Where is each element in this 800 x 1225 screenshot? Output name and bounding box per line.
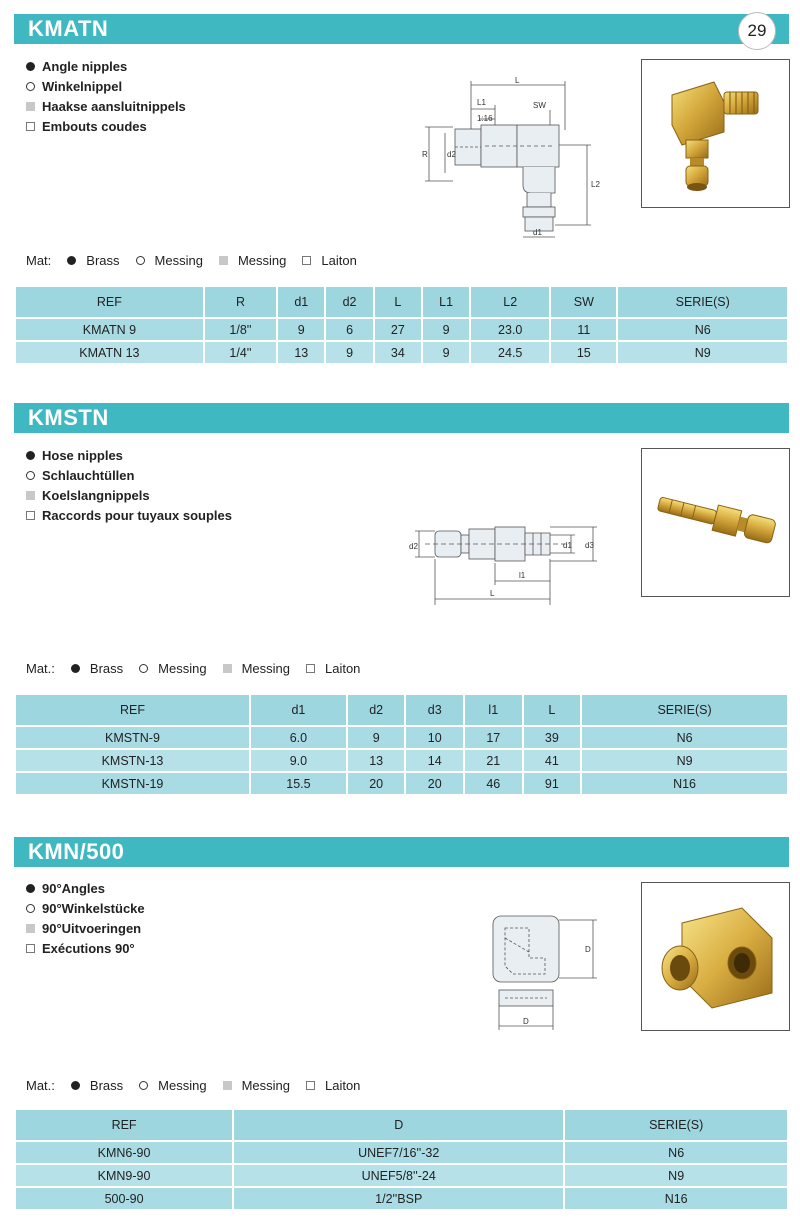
dim-label-D-width: D — [523, 1017, 529, 1026]
table-cell: 46 — [464, 772, 523, 795]
table-cell: 9 — [347, 726, 406, 749]
table-cell: N9 — [617, 341, 788, 364]
lang-label: Hose nipples — [42, 447, 123, 463]
lang-label: 90°Uitvoeringen — [42, 920, 142, 936]
dim-label-L: L — [515, 76, 520, 85]
material-legend — [26, 1078, 364, 1093]
taper-label: 1:16 — [477, 114, 493, 123]
filled-circle-icon — [26, 884, 35, 893]
table-row — [15, 1141, 788, 1164]
column-header: l1 — [464, 694, 523, 726]
table-cell: 10 — [405, 726, 464, 749]
dim-label-d2: d2 — [447, 150, 456, 159]
table-cell: 500-90 — [15, 1187, 233, 1210]
column-header: d1 — [277, 286, 325, 318]
table-cell: 9 — [325, 341, 373, 364]
kmn500-spec-table — [14, 1108, 789, 1211]
dim-label-d1: d1 — [563, 541, 572, 550]
table-cell: KMN6-90 — [15, 1141, 233, 1164]
material-label: Brass — [89, 1078, 124, 1093]
lang-label: Koelslangnippels — [42, 487, 150, 503]
open-square-icon — [26, 944, 35, 953]
table-cell: 20 — [347, 772, 406, 795]
filled-square-icon — [26, 924, 35, 933]
column-header: d2 — [347, 694, 406, 726]
lang-label: 90°Winkelstücke — [42, 900, 145, 916]
table-cell: 9 — [277, 318, 325, 341]
section-title: KMATN — [28, 16, 109, 41]
table-row — [15, 1187, 788, 1210]
column-header: R — [204, 286, 277, 318]
table-header-row — [15, 1109, 788, 1141]
table-cell: N6 — [564, 1141, 788, 1164]
table-cell: KMSTN-9 — [15, 726, 250, 749]
lang-label: Schlauchtüllen — [42, 467, 135, 483]
table-cell: 27 — [374, 318, 422, 341]
column-header: SW — [550, 286, 617, 318]
dim-label-d1: d1 — [533, 228, 542, 237]
dim-label-L2: L2 — [591, 180, 600, 189]
table-cell: 6.0 — [250, 726, 347, 749]
lang-label: Winkelnippel — [42, 78, 123, 94]
table-cell: KMN9-90 — [15, 1164, 233, 1187]
table-cell: 41 — [523, 749, 582, 772]
column-header: L — [374, 286, 422, 318]
material-label: Messing — [241, 661, 290, 676]
material-label: Messing — [158, 661, 207, 676]
column-header: REF — [15, 694, 250, 726]
lang-item-de — [26, 898, 145, 918]
table-cell: 1/8'' — [204, 318, 277, 341]
column-header: L1 — [422, 286, 470, 318]
table-cell: 1/4'' — [204, 341, 277, 364]
dim-label-R: R — [422, 150, 428, 159]
material-label: Messing — [158, 1078, 207, 1093]
column-header: L — [523, 694, 582, 726]
table-cell: KMATN 9 — [15, 318, 204, 341]
material-label: Laiton — [324, 1078, 361, 1093]
dim-label-SW: SW — [533, 101, 546, 110]
lang-label: Haakse aansluitnippels — [42, 98, 186, 114]
brass-90-angle-image — [642, 883, 790, 1031]
language-list — [26, 878, 145, 958]
section-title: KMSTN — [28, 405, 109, 430]
dim-label-D-height: D — [585, 945, 591, 954]
dim-label-l1: l1 — [519, 571, 526, 580]
table-cell: KMATN 13 — [15, 341, 204, 364]
column-header: L2 — [470, 286, 550, 318]
dim-label-d2: d2 — [409, 542, 418, 551]
column-header: d1 — [250, 694, 347, 726]
material-label: Messing — [154, 253, 203, 268]
table-cell: 6 — [325, 318, 373, 341]
lang-label: 90°Angles — [42, 880, 106, 896]
table-row — [15, 1164, 788, 1187]
column-header: REF — [15, 286, 204, 318]
mat-label: Mat.: — [26, 661, 55, 676]
table-cell: 39 — [523, 726, 582, 749]
kmn500-technical-drawing — [485, 908, 605, 1033]
table-cell: UNEF7/16''-32 — [233, 1141, 564, 1164]
column-header: REF — [15, 1109, 233, 1141]
filled-circle-icon — [71, 1081, 80, 1090]
column-header: D — [233, 1109, 564, 1141]
material-label: Brass — [89, 661, 124, 676]
column-header: SERIE(S) — [617, 286, 788, 318]
table-cell: 15 — [550, 341, 617, 364]
kmn500-product-photo — [641, 882, 790, 1031]
table-cell: 17 — [464, 726, 523, 749]
material-label: Messing — [237, 253, 287, 268]
section-title-bar — [14, 837, 789, 867]
table-cell: 1/2''BSP — [233, 1187, 564, 1210]
table-cell: 24.5 — [470, 341, 550, 364]
section-title: KMN/500 — [28, 839, 125, 864]
lang-item-fr — [26, 938, 145, 958]
lang-item-en — [26, 878, 145, 898]
table-cell: UNEF5/8''-24 — [233, 1164, 564, 1187]
table-cell: N9 — [581, 749, 788, 772]
dim-label-d3: d3 — [585, 541, 594, 550]
filled-square-icon — [223, 1081, 232, 1090]
mat-label: Mat.: — [26, 1078, 55, 1093]
dim-label-L: L — [490, 589, 495, 598]
table-cell: 34 — [374, 341, 422, 364]
table-cell: 13 — [347, 749, 406, 772]
table-cell: 21 — [464, 749, 523, 772]
table-cell: N6 — [617, 318, 788, 341]
lang-label: Embouts coudes — [42, 118, 147, 134]
table-cell: KMSTN-13 — [15, 749, 250, 772]
table-cell: 11 — [550, 318, 617, 341]
mat-label: Mat: — [26, 253, 52, 268]
table-cell: 14 — [405, 749, 464, 772]
material-label: Brass — [86, 253, 120, 268]
open-circle-icon — [139, 1081, 148, 1090]
table-cell: KMSTN-19 — [15, 772, 250, 795]
table-cell: 15.5 — [250, 772, 347, 795]
lang-label: Angle nipples — [42, 58, 128, 74]
table-cell: N16 — [564, 1187, 788, 1210]
table-cell: 23.0 — [470, 318, 550, 341]
material-label: Laiton — [324, 661, 361, 676]
table-cell: 9 — [422, 341, 470, 364]
table-cell: N6 — [581, 726, 788, 749]
table-cell: 9 — [422, 318, 470, 341]
lang-item-nl — [26, 918, 145, 938]
page-number: 29 — [738, 12, 776, 50]
column-header: SERIE(S) — [564, 1109, 788, 1141]
material-label: Laiton — [321, 253, 357, 268]
table-cell: 13 — [277, 341, 325, 364]
table-cell: 20 — [405, 772, 464, 795]
lang-label: Exécutions 90° — [42, 940, 135, 956]
lang-label: Raccords pour tuyaux souples — [42, 507, 232, 523]
table-cell: 9.0 — [250, 749, 347, 772]
open-square-icon — [306, 1081, 315, 1090]
open-circle-icon — [26, 904, 35, 913]
dim-label-L1: L1 — [477, 98, 486, 107]
table-cell: N9 — [564, 1164, 788, 1187]
column-header: d2 — [325, 286, 373, 318]
table-cell: N16 — [581, 772, 788, 795]
table-cell: 91 — [523, 772, 582, 795]
material-label: Messing — [241, 1078, 290, 1093]
column-header: d3 — [405, 694, 464, 726]
column-header: SERIE(S) — [581, 694, 788, 726]
